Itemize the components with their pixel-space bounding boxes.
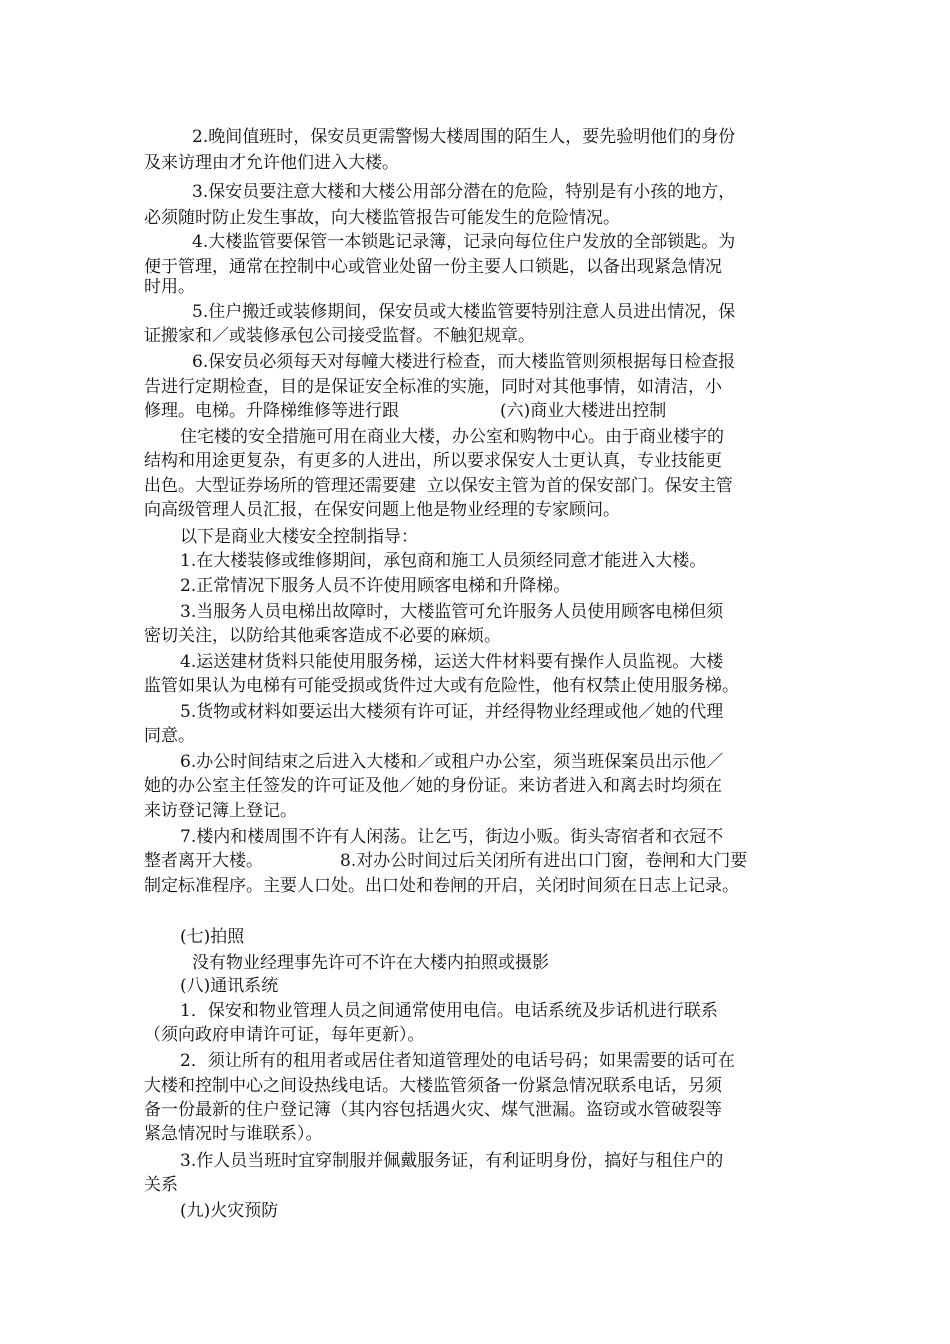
section-heading: (六)商业大楼进出控制 — [500, 401, 667, 421]
text-line: 来访登记簿上登记。 — [144, 801, 297, 821]
text-line: 以下是商业大楼安全控制指导： — [180, 527, 418, 547]
text-line: 3.保安员要注意大楼和大楼公用部分潜在的危险，特别是有小孩的地方， — [192, 182, 736, 202]
text-line: 出色。大型证券场所的管理还需要建 立以保安主管为首的保安部门。保安主管 — [144, 476, 733, 496]
text-line: 结构和用途更复杂，有更多的人进出，所以要求保安人士更认真，专业技能更 — [144, 451, 722, 471]
text-line: 2.正常情况下服务人员不许使用顾客电梯和升降梯。 — [180, 576, 571, 596]
text-line: 7.楼内和楼周围不许有人闲荡。让乞丐，街边小贩。街头寄宿者和衣冠不 — [180, 827, 724, 847]
text-line: 大楼和控制中心之间设热线电话。大楼监管须备一份紧急情况联系电话，另须 — [144, 1076, 722, 1096]
text-line: 制定标准程序。主要人口处。出口处和卷闸的开启，关闭时间须在日志上记录。 — [144, 876, 739, 896]
text-line: 证搬家和／或装修承包公司接受监督。不触犯规章。 — [144, 326, 535, 346]
text-line: 2.晚间值班时，保安员更需警惕大楼周围的陌生人，要先验明他们的身份 — [192, 127, 736, 147]
section-heading: (八)通讯系统 — [180, 976, 279, 996]
text-line: 关系 — [144, 1175, 178, 1195]
text-line: 紧急情况时与谁联系）。 — [144, 1124, 323, 1144]
text-line: （须向政府申请许可证，每年更新）。 — [144, 1025, 425, 1045]
text-line: 时用。 — [144, 277, 195, 297]
text-line: 8.对办公时间过后关闭所有进出口门窗，卷闸和大门要 — [340, 851, 748, 871]
text-line: 3.作人员当班时宜穿制服并佩戴服务证，有利证明身份，搞好与租住户的 — [180, 1151, 724, 1171]
text-line: 6.办公时间结束之后进入大楼和／或租户办公室，须当班保案员出示他／ — [180, 752, 724, 772]
text-line: 4.运送建材货料只能使用服务梯，运送大件材料要有操作人员监视。大楼 — [180, 652, 724, 672]
text-line: 她的办公室主任签发的许可证及他／她的身份证。来访者进入和离去时均须在 — [144, 776, 722, 796]
text-line: 1.在大楼装修或维修期间，承包商和施工人员须经同意才能进入大楼。 — [180, 551, 707, 571]
text-line: 5.货物或材料如要运出大楼须有许可证，并经得物业经理或他／她的代理 — [180, 702, 724, 722]
text-line: 住宅楼的安全措施可用在商业大楼，办公室和购物中心。由于商业楼宇的 — [180, 427, 724, 447]
text-line: 整者离开大楼。 — [144, 851, 263, 871]
text-line: 3.当服务人员电梯出故障时，大楼监管可允许服务人员使用顾客电梯但须 — [180, 602, 724, 622]
text-line: 必须随时防止发生事故，向大楼监管报告可能发生的危险情况。 — [144, 208, 620, 228]
text-line: 1．保安和物业管理人员之间通常使用电信。电话系统及步话机进行联系 — [180, 1001, 718, 1021]
text-line: 监管如果认为电梯有可能受损或货件过大或有危险性，他有权禁止使用服务梯。 — [144, 676, 739, 696]
text-line: 修理。电梯。升降梯维修等进行跟 — [144, 401, 399, 421]
text-line: 备一份最新的住户登记簿（其内容包括遇火灾、煤气泄漏。盗窃或水管破裂等 — [144, 1100, 722, 1120]
text-line: 及来访理由才允许他们进入大楼。 — [144, 153, 399, 173]
text-line: 4.大楼监管要保管一本锁匙记录簿，记录向每位住户发放的全部锁匙。为 — [192, 232, 736, 252]
text-line: 向高级管理人员汇报，在保安问题上他是物业经理的专家顾问。 — [144, 500, 620, 520]
text-line: 没有物业经理事先许可不许在大楼内拍照或摄影 — [192, 953, 549, 973]
text-line: 同意。 — [144, 726, 195, 746]
text-line: 密切关注，以防给其他乘客造成不必要的麻烦。 — [144, 626, 501, 646]
section-heading: (九)火灾预防 — [180, 1201, 279, 1221]
text-line: 6.保安员必须每天对每幢大楼进行检查，而大楼监管则须根据每日检查报 — [192, 352, 736, 372]
text-line: 告进行定期检查，目的是保证安全标准的实施，同时对其他事情，如清洁，小 — [144, 377, 722, 397]
section-heading: (七)拍照 — [180, 927, 245, 947]
text-line: 2．须让所有的租用者或居住者知道管理处的电话号码；如果需要的话可在 — [180, 1051, 735, 1071]
text-line: 5.住户搬迁或装修期间，保安员或大楼监管要特别注意人员进出情况，保 — [192, 302, 736, 322]
text-line: 便于管理，通常在控制中心或管业处留一份主要人口锁匙，以备出现紧急情况 — [144, 257, 722, 277]
